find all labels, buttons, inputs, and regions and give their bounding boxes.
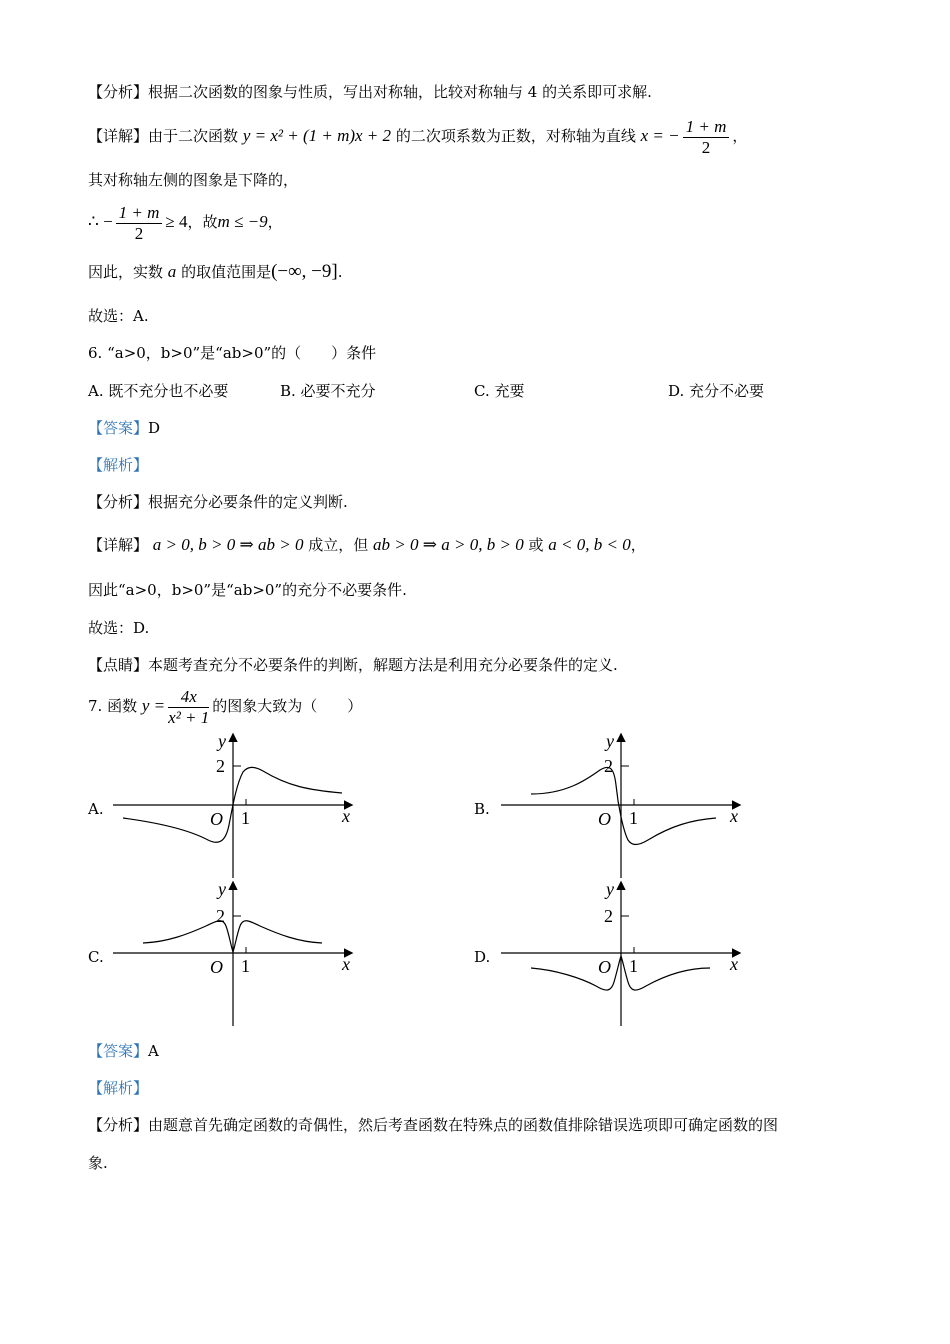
- y-axis-label: y: [218, 879, 226, 899]
- q5-analysis: 【分析】根据二次函数的图象与性质，写出对称轴，比较对称轴与 4 的关系即可求解.: [88, 83, 652, 101]
- q5-detail-line1: 【详解】由于二次函数 y = x² + (1 + m)x + 2 的二次项系数为正数，对称轴为直线 x = − $\frac{1 + m}{2}$ ，: [88, 116, 748, 157]
- y-tick-label: 2: [604, 906, 613, 926]
- q7-analysis: 【分析】由题意首先确定函数的奇偶性，然后考查函数在特殊点的函数值排除错误选项即可确定函数的图: [88, 1116, 779, 1134]
- inequality-fraction: $\frac{1 + m}{2}$: [116, 203, 163, 244]
- q5-detail-line2: 其对称轴左侧的图象是下降的，: [88, 171, 299, 189]
- y-tick-label: 2: [216, 756, 225, 776]
- q6-option-c: C. 充要: [474, 382, 525, 400]
- graph-c-label: C.: [88, 948, 104, 966]
- q6-conclusion: 因此“a>0，b>0”是“ab>0”的充分不必要条件.: [88, 581, 407, 599]
- graph-b: [496, 730, 756, 880]
- q7-stem: 7. 函数 y = $\frac{4x}{\text{x² + 1}}$ 的图象大致为（ ）: [88, 686, 363, 727]
- origin-label: O: [598, 809, 611, 829]
- q6-comment: 【点睛】本题考查充分不必要条件的判断，解题方法是利用充分必要条件的定义.: [88, 656, 618, 674]
- q6-choice: 故选：D.: [88, 619, 150, 637]
- x-axis-label: x: [342, 806, 350, 826]
- q5-choice: 故选：A.: [88, 307, 149, 325]
- axis-fraction: $\frac{1 + m}{2}$: [683, 117, 730, 158]
- q7-answer: 【答案】A: [88, 1042, 159, 1060]
- q5-inequality: ∴ − $\frac{1 + m}{2}$ ≥ 4，故m ≤ −9，: [88, 202, 283, 243]
- q6-jiexi: 【解析】: [88, 456, 149, 474]
- quadratic-formula: y = x² + (1 + m)x + 2: [242, 126, 392, 145]
- x-axis-label: x: [730, 806, 738, 826]
- q6-answer: 【答案】D: [88, 419, 161, 437]
- q6-stem: 6. “a>0，b>0”是“ab>0”的（ ）条件: [88, 344, 377, 362]
- graph-a: [108, 730, 368, 880]
- x-tick-label: 1: [241, 808, 250, 828]
- x-tick-label: 1: [629, 808, 638, 828]
- y-tick-label: 2: [604, 756, 613, 776]
- origin-label: O: [210, 809, 223, 829]
- q6-option-d: D. 充分不必要: [668, 382, 765, 400]
- q6-analysis: 【分析】根据充分必要条件的定义判断.: [88, 493, 348, 511]
- y-axis-label: y: [606, 731, 614, 751]
- y-axis-label: y: [606, 879, 614, 899]
- x-tick-label: 1: [629, 956, 638, 976]
- y-axis-label: y: [218, 731, 226, 751]
- origin-label: O: [598, 957, 611, 977]
- graph-b-label: B.: [474, 800, 490, 818]
- q5-range: 因此，实数 a 的取值范围是(−∞, −9].: [88, 261, 343, 282]
- q6-option-b: B. 必要不充分: [280, 382, 376, 400]
- x-axis-label: x: [342, 954, 350, 974]
- graph-d-label: D.: [474, 948, 491, 966]
- graph-c: [108, 878, 368, 1028]
- y-tick-label: 2: [216, 906, 225, 926]
- q7-jiexi: 【解析】: [88, 1079, 149, 1097]
- q6-detail: 【详解】 a > 0, b > 0 ⇒ ab > 0 成立，但 ab > 0 ⇒ a > 0, b > 0 或 a < 0, b < 0，: [88, 535, 646, 554]
- q7-analysis-cont: 象.: [88, 1154, 108, 1172]
- range-interval: (−∞, −9]: [271, 261, 338, 282]
- x-axis-label: x: [730, 954, 738, 974]
- curve: [531, 767, 716, 844]
- x-tick-label: 1: [241, 956, 250, 976]
- q6-option-a: A. 既不充分也不必要: [88, 382, 229, 400]
- origin-label: O: [210, 957, 223, 977]
- graph-a-label: A.: [88, 800, 104, 818]
- q7-fraction: $\frac{4x}{\text{x² + 1}}$: [168, 686, 210, 727]
- graph-d: [496, 878, 756, 1028]
